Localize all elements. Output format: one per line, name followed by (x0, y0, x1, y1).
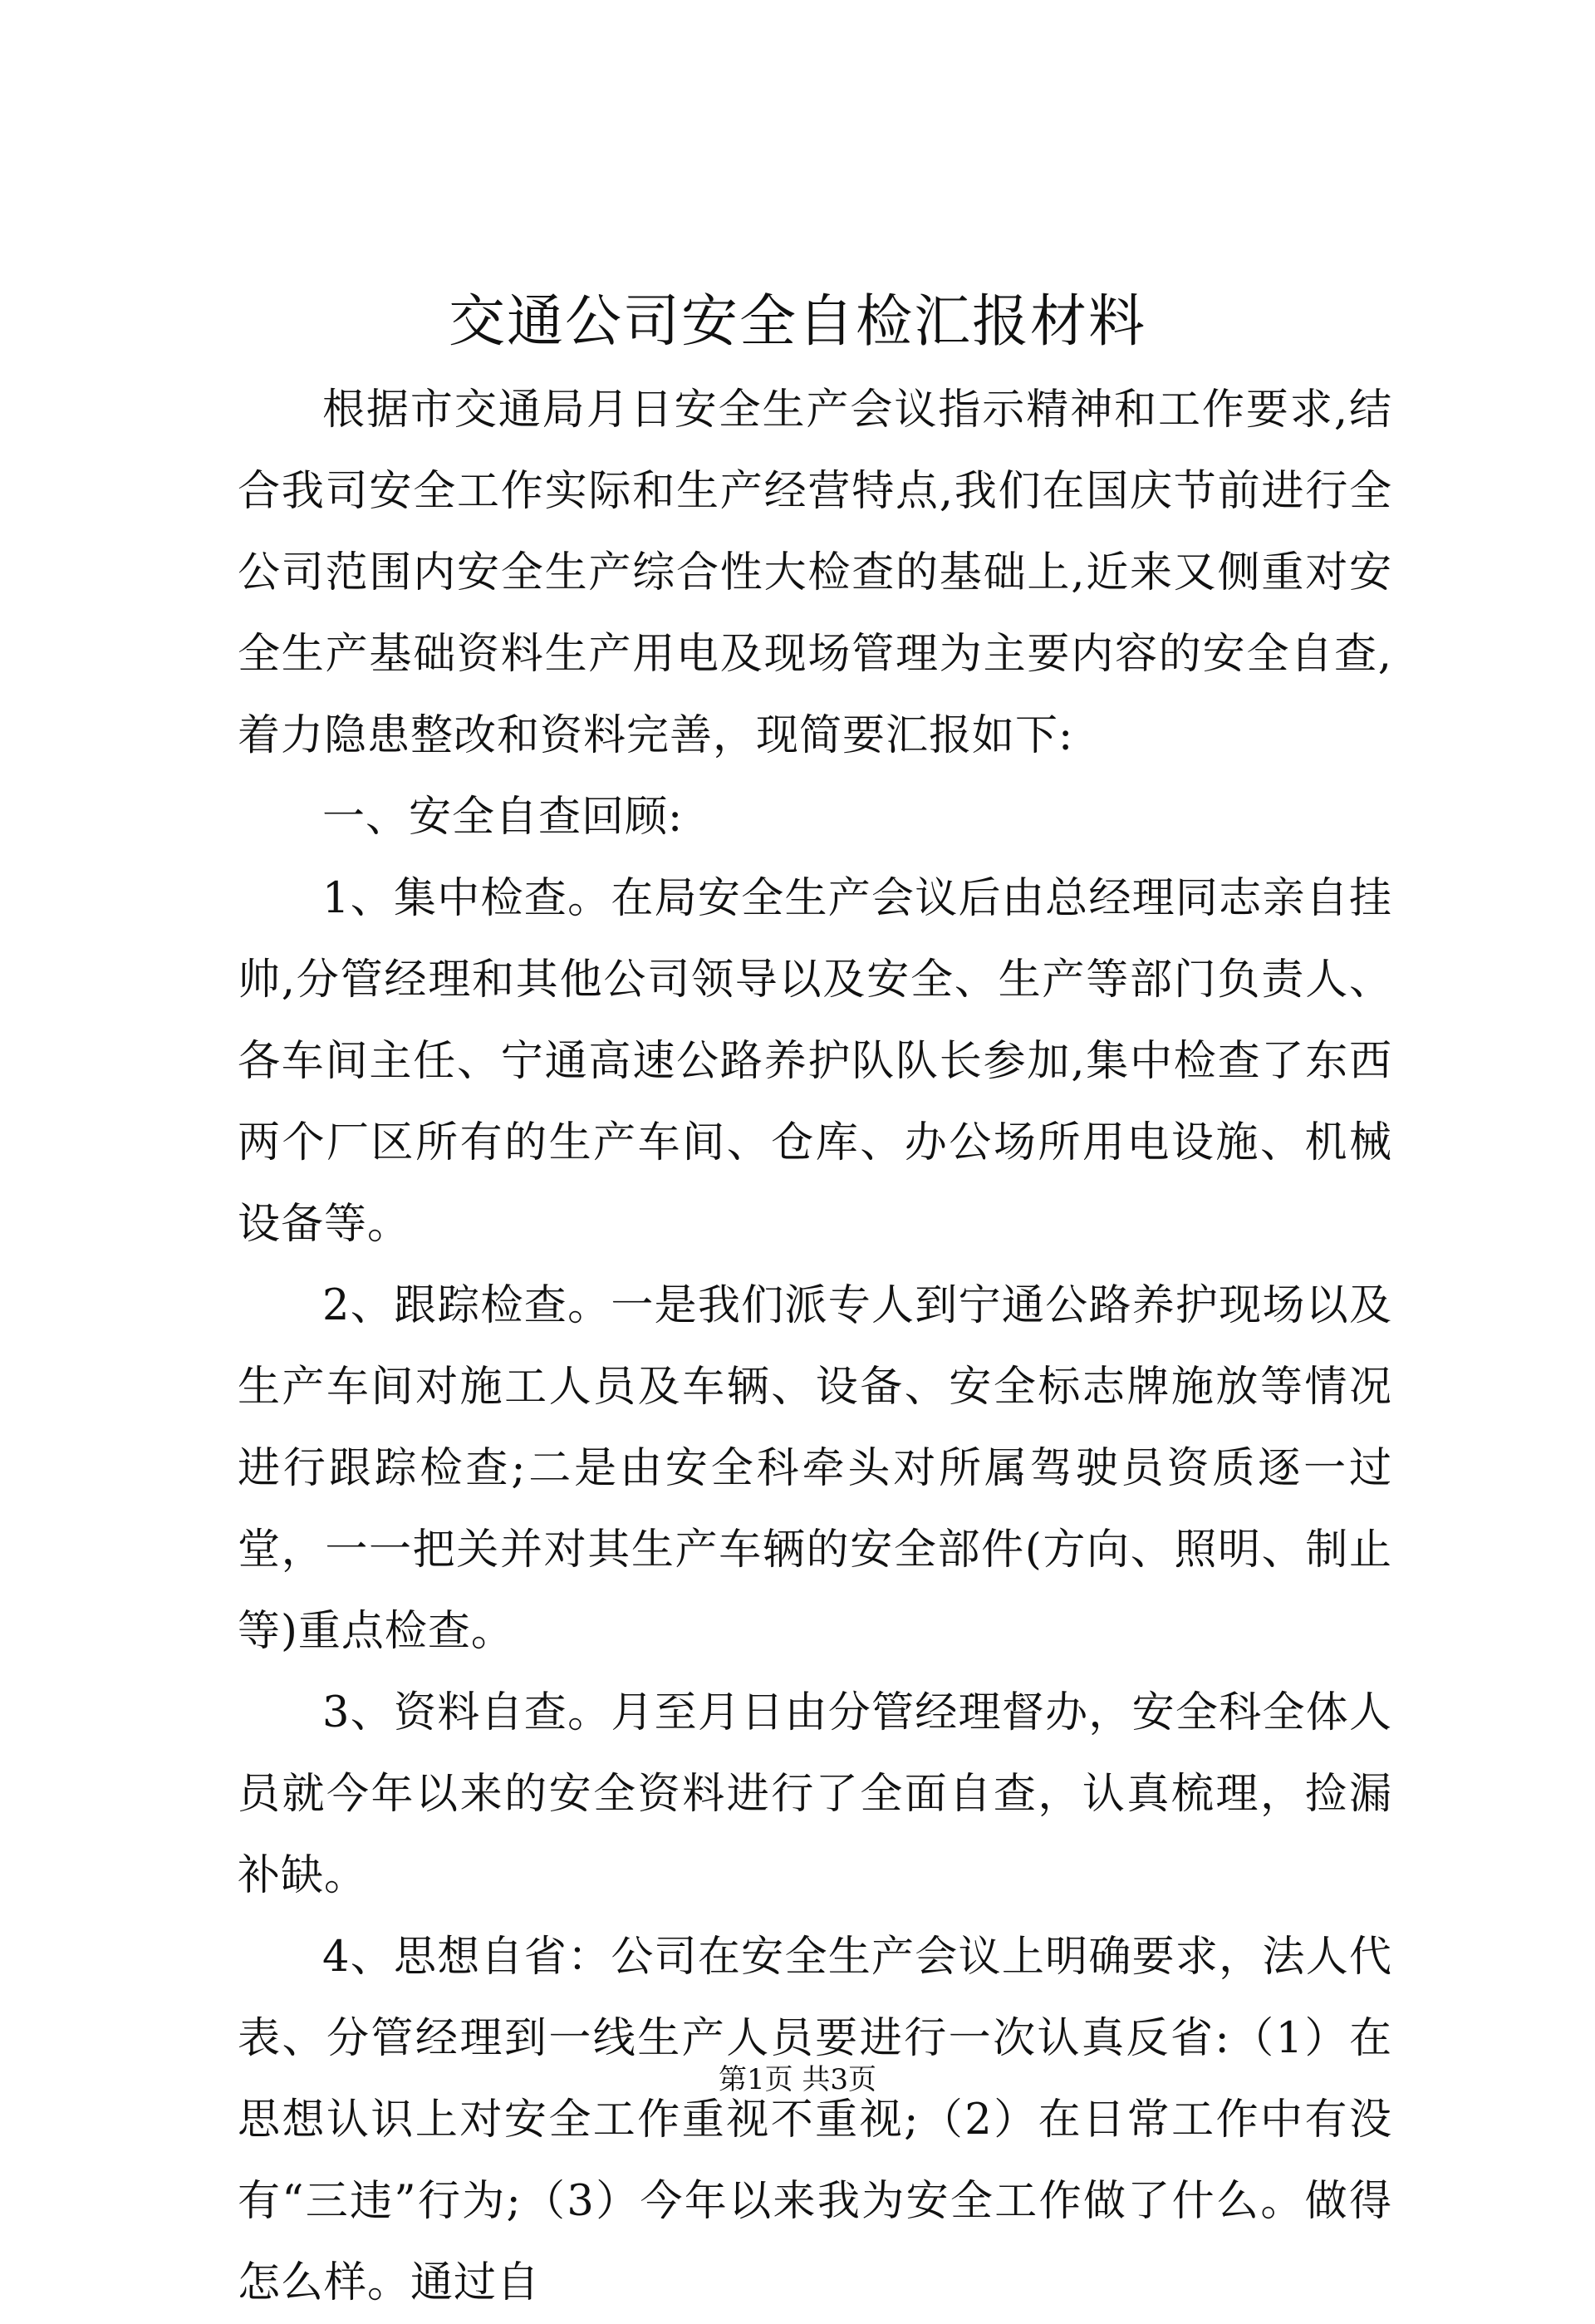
paragraph-centralized-inspection: 1、集中检查。在局安全生产会议后由总经理同志亲自挂帅,分管经理和其他公司领导以及安全、生产等部门负责人、各车间主任、宁通高速公路养护队队长参加,集中检查了东西两个厂区所有的生产车间、仓库、办公场所用电设施、机械设备等。 (238, 874, 1392, 1249)
page-number-footer: 第1页 共3页 (718, 2063, 877, 2096)
section-heading-review: 一、安全自查回顾: (322, 793, 684, 842)
paragraph-self-reflection: 4、思想自省：公司在安全生产会议上明确要求，法人代表、分管经理到一线生产人员要进行一次认真反省:（1）在思想认识上对安全工作重视不重视;（2）在日常工作中有没有“三违”行为;（3）今年以来我为安全工作做了什么。做得怎么样。通过自 (238, 1933, 1392, 2307)
paragraph-document-self-check: 3、资料自查。月至月日由分管经理督办，安全科全体人员就今年以来的安全资料进行了全面自查，认真梳理，捡漏补缺。 (238, 1688, 1392, 1900)
document-title: 交通公司安全自检汇报材料 (448, 289, 1146, 355)
document-body (238, 370, 1392, 2324)
paragraph-intro: 根据市交通局月日安全生产会议指示精神和工作要求,结合我司安全工作实际和生产经营特点,我们在国庆节前进行全公司范围内安全生产综合性大检查的基础上,近来又侧重对安全生产基础资料生产用电及现场管理为主要内容的安全自查,着力隐患整改和资料完善，现简要汇报如下: (238, 386, 1392, 760)
paragraph-tracking-inspection: 2、跟踪检查。一是我们派专人到宁通公路养护现场以及生产车间对施工人员及车辆、设备、安全标志牌施放等情况进行跟踪检查;二是由安全科牵头对所属驾驶员资质逐一过堂，一一把关并对其生产车辆的安全部件(方向、照明、制止等)重点检查。 (238, 1281, 1392, 1656)
